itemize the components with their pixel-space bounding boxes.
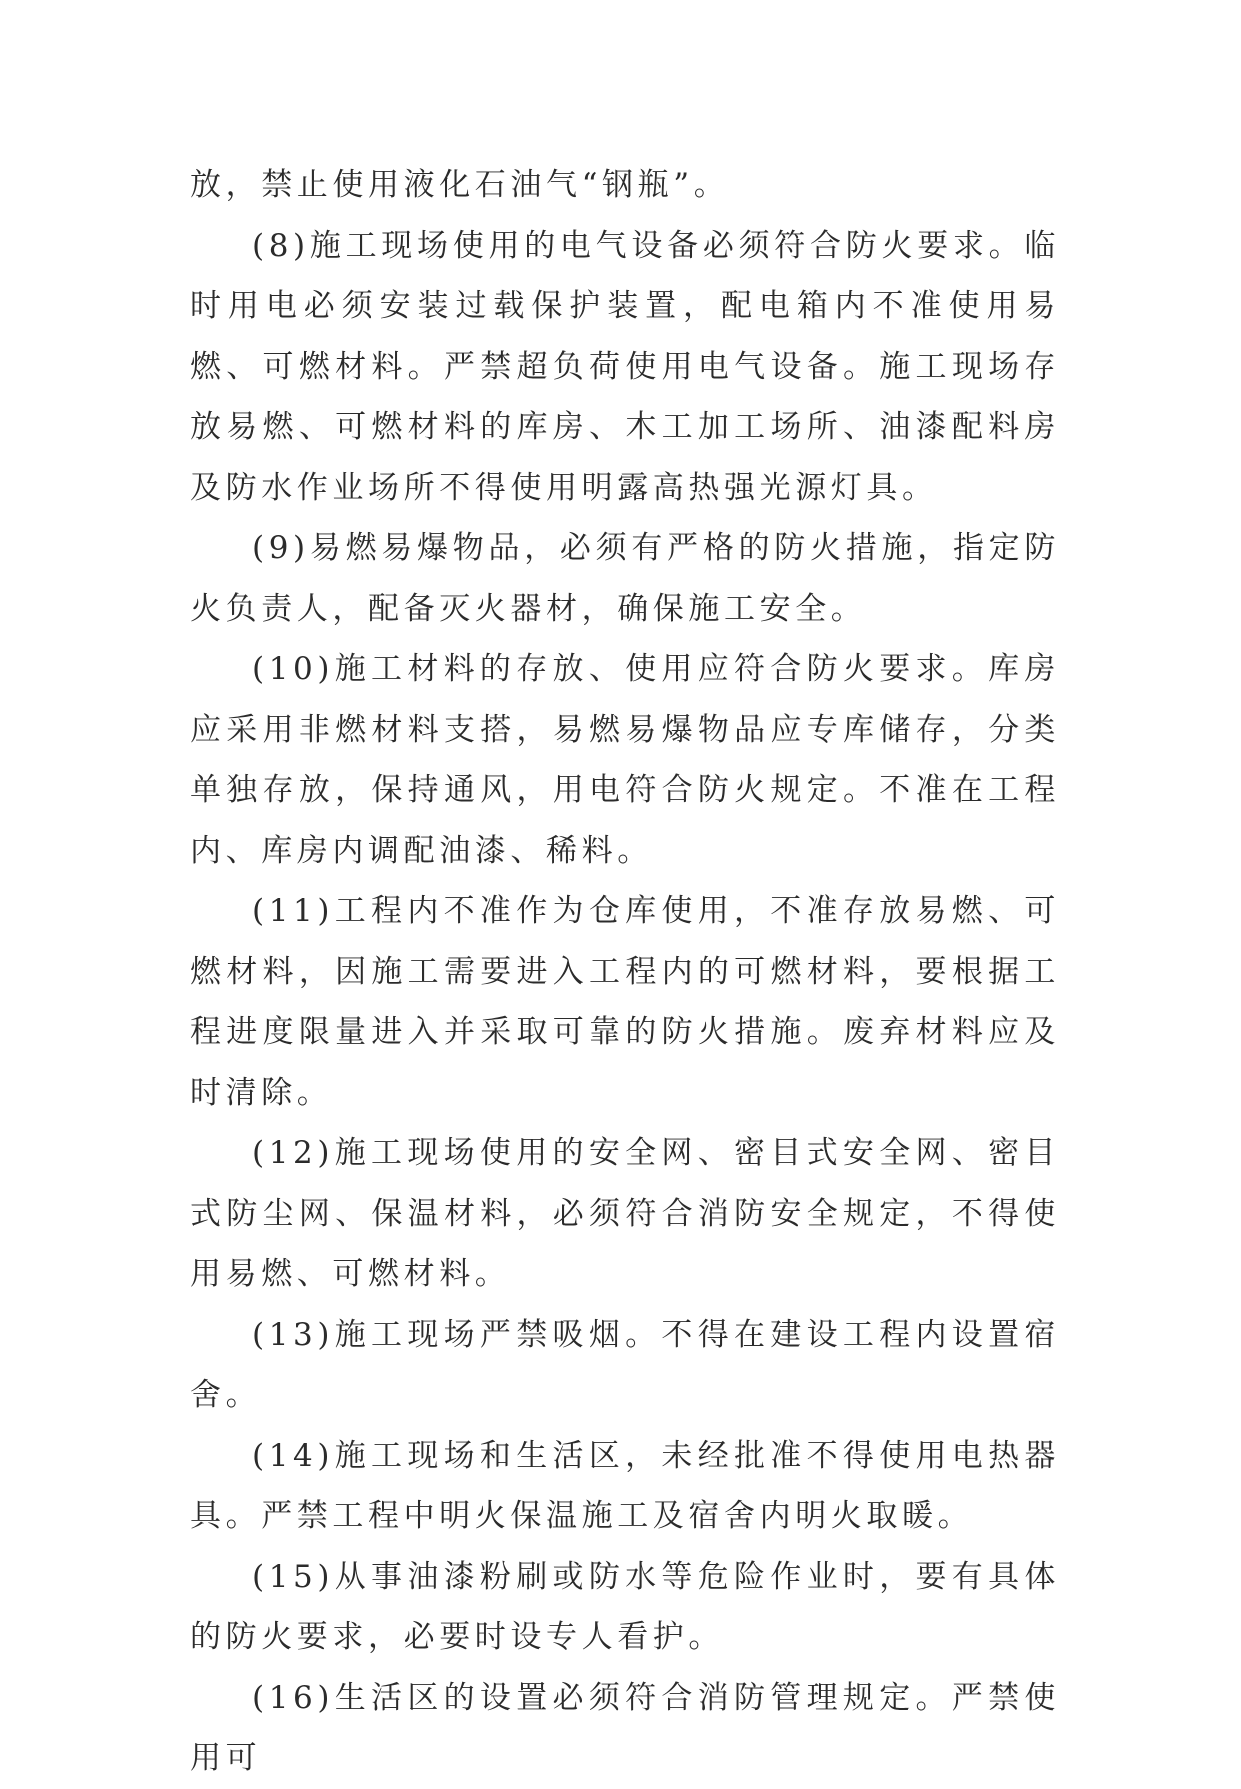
paragraph-item-12: (12)施工现场使用的安全网、密目式安全网、密目式防尘网、保温材料，必须符合消防安全规定，不得使用易燃、可燃材料。 (190, 1135, 1060, 1292)
paragraph-item-14: (14)施工现场和生活区，未经批准不得使用电热器具。严禁工程中明火保温施工及宿舍内明火取暖。 (190, 1437, 1060, 1534)
paragraph-item-16: (16)生活区的设置必须符合消防管理规定。严禁使用可 (190, 1679, 1060, 1776)
document-body (190, 155, 1060, 1789)
paragraph-item-9: (9)易燃易爆物品，必须有严格的防火措施，指定防火负责人，配备灭火器材，确保施工安全。 (190, 530, 1060, 627)
paragraph-item-8: (8)施工现场使用的电气设备必须符合防火要求。临时用电必须安装过载保护装置，配电箱内不准使用易燃、可燃材料。严禁超负荷使用电气设备。施工现场存放易燃、可燃材料的库房、木工加工场所、油漆配料房及防水作业场所不得使用明露高热强光源灯具。 (190, 227, 1060, 506)
paragraph-item-10: (10)施工材料的存放、使用应符合防火要求。库房应采用非燃材料支搭，易燃易爆物品应专库储存，分类单独存放，保持通风，用电符合防火规定。不准在工程内、库房内调配油漆、稀料。 (190, 651, 1060, 869)
paragraph-item-15: (15)从事油漆粉刷或防水等危险作业时，要有具体的防火要求，必要时设专人看护。 (190, 1558, 1060, 1655)
paragraph-item-13: (13)施工现场严禁吸烟。不得在建设工程内设置宿舍。 (190, 1316, 1060, 1413)
paragraph-item-11: (11)工程内不准作为仓库使用，不准存放易燃、可燃材料，因施工需要进入工程内的可燃材料，要根据工程进度限量进入并采取可靠的防火措施。废弃材料应及时清除。 (190, 893, 1060, 1111)
paragraph-continuation: 放，禁止使用液化石油气“钢瓶”。 (190, 167, 730, 203)
